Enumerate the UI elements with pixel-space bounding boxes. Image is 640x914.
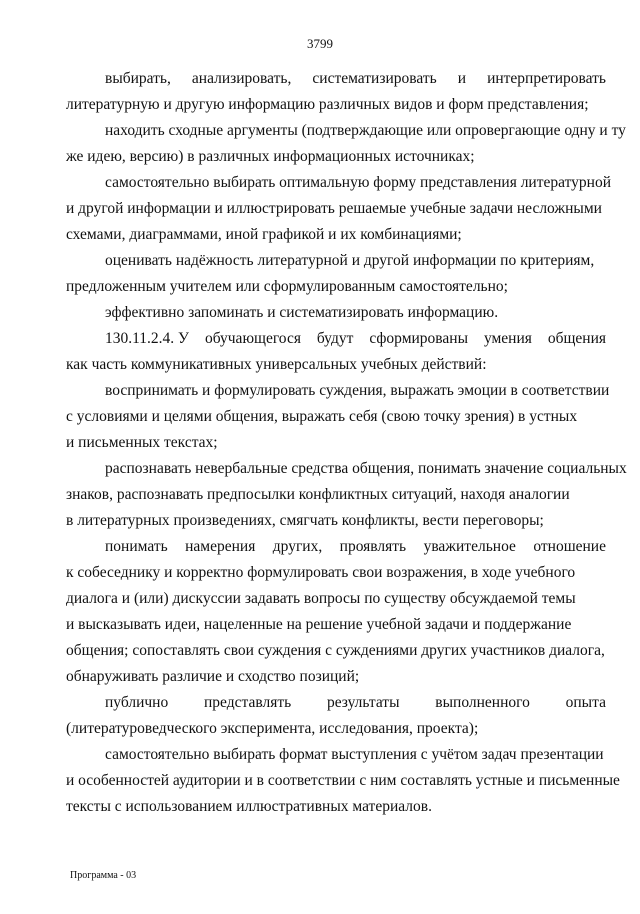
paragraph-line: и письменных текстах; bbox=[66, 434, 218, 451]
word: интерпретировать bbox=[487, 70, 606, 87]
paragraph-line: знаков, распознавать предпосылки конфликтных ситуаций, находя аналогии bbox=[66, 486, 570, 503]
paragraph-line: эффективно запоминать и систематизировать информацию. bbox=[105, 304, 499, 321]
word: отношение bbox=[533, 538, 606, 555]
word: выбирать, bbox=[105, 70, 171, 87]
paragraph-1 bbox=[66, 66, 606, 118]
word: представлять bbox=[204, 694, 292, 711]
paragraph-line: к собеседнику и корректно формулировать свои возражения, в ходе учебного bbox=[66, 564, 576, 581]
paragraph-3 bbox=[66, 170, 612, 248]
paragraph-line: тексты с использованием иллюстративных материалов. bbox=[66, 798, 432, 815]
paragraph-9 bbox=[66, 534, 606, 690]
paragraph-4 bbox=[66, 248, 606, 300]
word: уважительное bbox=[423, 538, 516, 555]
paragraph-line: и другой информации и иллюстрировать решаемые учебные задачи несложными bbox=[66, 200, 602, 217]
paragraph-line: общения; сопоставлять свои суждения с суждениями других участников диалога, bbox=[66, 642, 605, 659]
paragraph-line: литературную и другую информацию различных видов и форм представления; bbox=[66, 96, 589, 113]
paragraph-10 bbox=[66, 690, 606, 742]
paragraph-11 bbox=[66, 742, 620, 820]
paragraph-line: как часть коммуникативных универсальных учебных действий: bbox=[66, 356, 487, 373]
paragraph-line: находить сходные аргументы (подтверждающие или опровергающие одну и ту bbox=[105, 122, 626, 139]
paragraph-line: и особенностей аудитории и в соответствии с ним составлять устные и письменные bbox=[66, 772, 620, 789]
word: 130.11.2.4. У bbox=[105, 330, 190, 347]
paragraph-line: самостоятельно выбирать оптимальную форму представления литературной bbox=[105, 174, 612, 191]
paragraph-line: и высказывать идеи, нацеленные на решение учебной задачи и поддержание bbox=[66, 616, 572, 633]
page-footer: Программа - 03 bbox=[70, 870, 137, 881]
word: общения bbox=[547, 330, 606, 347]
paragraph-line: распознавать невербальные средства общения, понимать значение социальных bbox=[105, 460, 627, 477]
paragraph-line: оценивать надёжность литературной и другой информации по критериям, bbox=[105, 252, 595, 269]
paragraph-line: схемами, диаграммами, иной графикой и их комбинациями; bbox=[66, 226, 462, 243]
justified-line bbox=[66, 534, 606, 560]
word: результаты bbox=[326, 694, 400, 711]
paragraph-5 bbox=[66, 300, 606, 326]
word: выполненного bbox=[435, 694, 530, 711]
paragraph-line: воспринимать и формулировать суждения, выражать эмоции в соответствии bbox=[105, 382, 610, 399]
paragraph-line: в литературных произведениях, смягчать конфликты, вести переговоры; bbox=[66, 512, 544, 529]
word: обучающегося bbox=[204, 330, 301, 347]
word: умения bbox=[483, 330, 532, 347]
justified-line bbox=[66, 66, 606, 92]
word: намерения bbox=[185, 538, 256, 555]
justified-line bbox=[66, 690, 606, 716]
paragraph-7 bbox=[66, 378, 610, 456]
word: понимать bbox=[105, 538, 168, 555]
paragraph-line: диалога и (или) дискуссии задавать вопросы по существу обсуждаемой темы bbox=[66, 590, 576, 607]
paragraph-6-section-heading bbox=[66, 326, 606, 378]
paragraph-8 bbox=[66, 456, 627, 534]
page-number: 3799 bbox=[307, 36, 333, 51]
justified-line bbox=[66, 326, 606, 352]
word: анализировать, bbox=[191, 70, 292, 87]
paragraph-2 bbox=[66, 118, 626, 170]
paragraph-line: предложенным учителем или сформулированным самостоятельно; bbox=[66, 278, 508, 295]
word: систематизировать bbox=[312, 70, 437, 87]
word: и bbox=[457, 70, 467, 87]
paragraph-line: (литературоведческого эксперимента, исследования, проекта); bbox=[66, 720, 479, 737]
paragraph-line: же идею, версию) в различных информационных источниках; bbox=[66, 148, 475, 165]
paragraph-line: с условиями и целями общения, выражать себя (свою точку зрения) в устных bbox=[66, 408, 578, 425]
word: публично bbox=[105, 694, 169, 711]
word: будут bbox=[316, 330, 354, 347]
word: сформированы bbox=[369, 330, 468, 347]
word: опыта bbox=[565, 694, 606, 711]
paragraph-line: самостоятельно выбирать формат выступления с учётом задач презентации bbox=[105, 746, 604, 763]
document-body bbox=[66, 66, 627, 820]
word: проявлять bbox=[339, 538, 407, 555]
word: других, bbox=[272, 538, 323, 555]
paragraph-line: обнаруживать различие и сходство позиций; bbox=[66, 668, 360, 685]
